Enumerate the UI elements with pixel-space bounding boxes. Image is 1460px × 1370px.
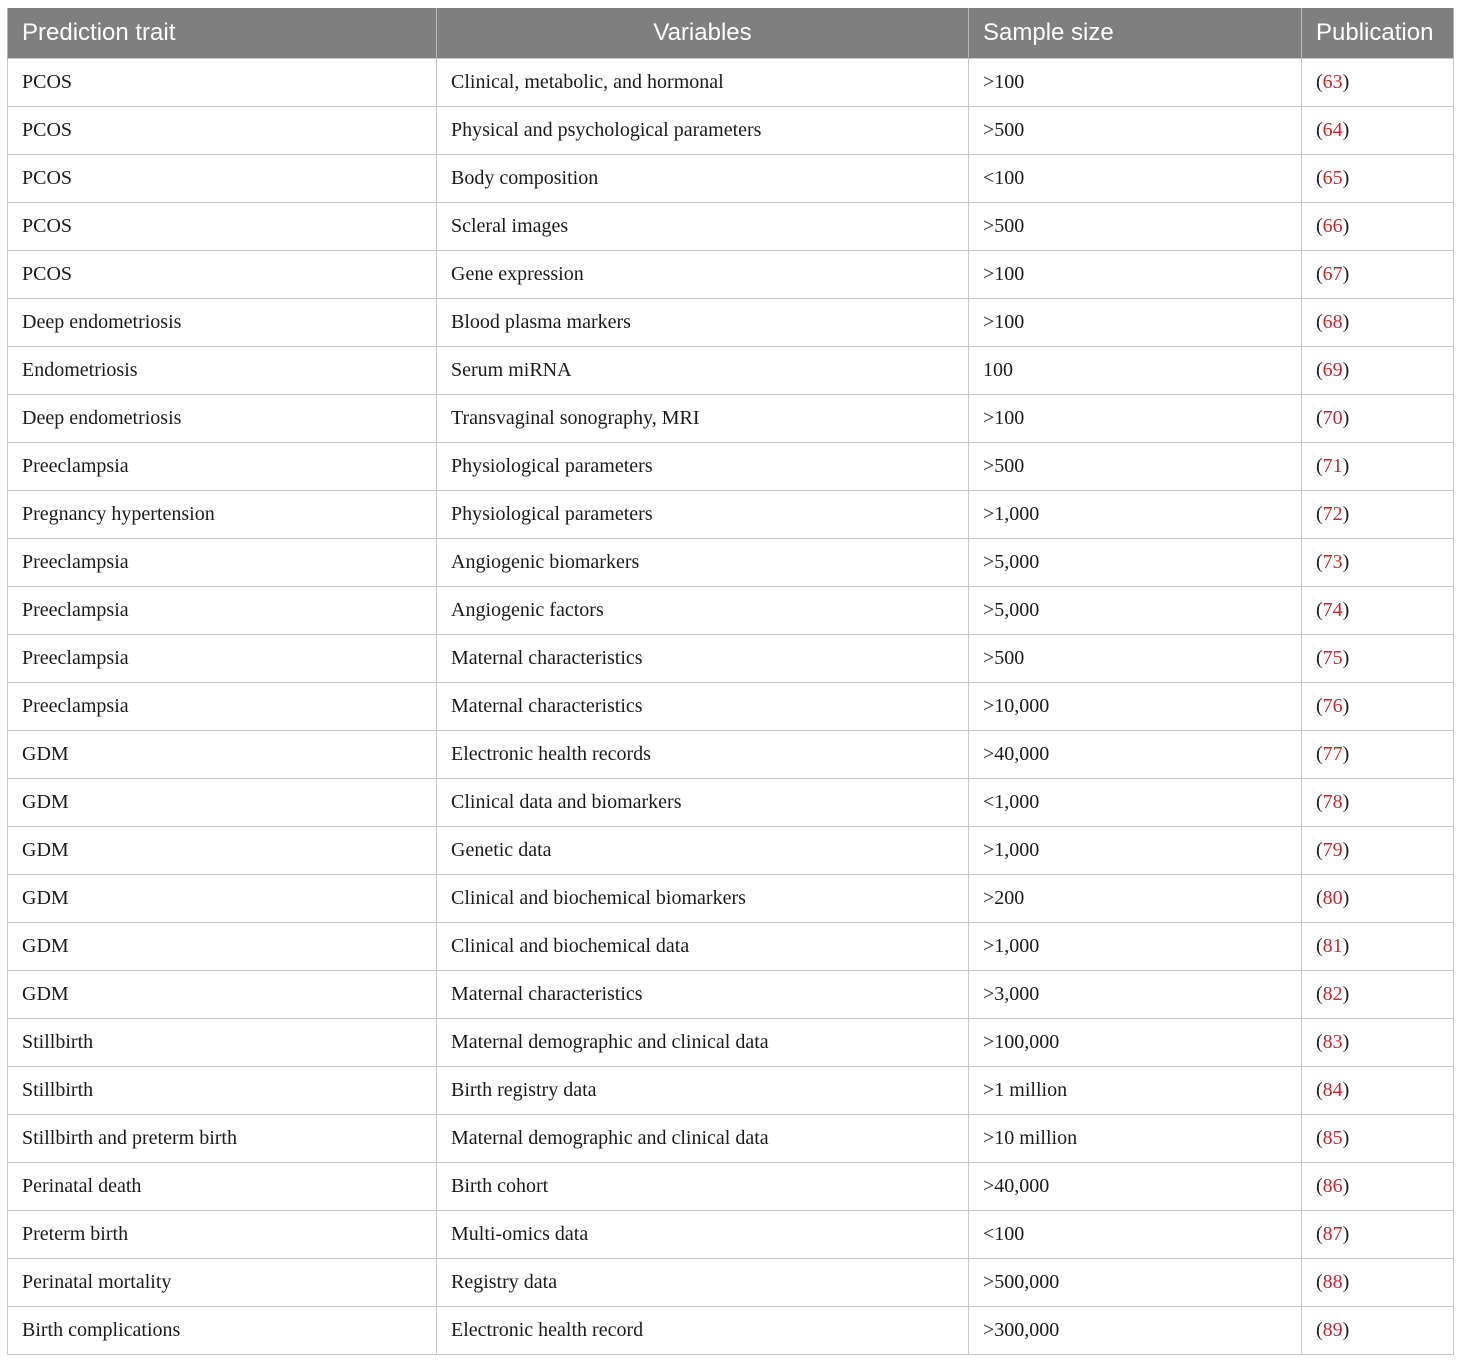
table-row [8,299,1454,347]
cell-variables: Physiological parameters [437,443,969,491]
cell-variables: Registry data [437,1259,969,1307]
cell-prediction-trait: Preeclampsia [8,443,437,491]
cell-prediction-trait: Pregnancy hypertension [8,491,437,539]
cell-sample-size: >10,000 [969,683,1302,731]
reference-link[interactable]: 83 [1322,1031,1343,1053]
cell-variables: Blood plasma markers [437,299,969,347]
cell-prediction-trait: GDM [8,731,437,779]
table-row [8,539,1454,587]
header-prediction-trait: Prediction trait [8,8,437,59]
cell-publication: (84) [1302,1067,1454,1115]
cell-publication: (87) [1302,1211,1454,1259]
cell-variables: Maternal characteristics [437,971,969,1019]
cell-variables: Physical and psychological parameters [437,107,969,155]
cell-prediction-trait: PCOS [8,59,437,107]
cell-publication: (69) [1302,347,1454,395]
cell-publication: (67) [1302,251,1454,299]
cell-publication: (75) [1302,635,1454,683]
reference-link[interactable]: 86 [1322,1175,1343,1197]
cell-sample-size: >40,000 [969,1163,1302,1211]
cell-variables: Birth registry data [437,1067,969,1115]
cell-publication: (78) [1302,779,1454,827]
cell-publication: (66) [1302,203,1454,251]
cell-publication: (86) [1302,1163,1454,1211]
table-row [8,203,1454,251]
header-row [8,8,1454,59]
cell-variables: Electronic health records [437,731,969,779]
reference-link[interactable]: 66 [1322,215,1343,237]
table-row [8,971,1454,1019]
cell-prediction-trait: Deep endometriosis [8,299,437,347]
reference-link[interactable]: 89 [1322,1319,1343,1341]
header-variables: Variables [437,8,969,59]
reference-link[interactable]: 80 [1322,887,1343,909]
cell-publication: (64) [1302,107,1454,155]
cell-sample-size: <1,000 [969,779,1302,827]
cell-variables: Transvaginal sonography, MRI [437,395,969,443]
cell-sample-size: >100 [969,299,1302,347]
cell-publication: (83) [1302,1019,1454,1067]
table-row [8,1115,1454,1163]
header-sample-size: Sample size [969,8,1302,59]
cell-publication: (63) [1302,59,1454,107]
cell-prediction-trait: Deep endometriosis [8,395,437,443]
cell-sample-size: >1,000 [969,827,1302,875]
table-row [8,443,1454,491]
cell-prediction-trait: Preeclampsia [8,539,437,587]
reference-link[interactable]: 75 [1322,647,1343,669]
reference-link[interactable]: 67 [1322,263,1343,285]
cell-publication: (80) [1302,875,1454,923]
header-publication: Publication [1302,8,1454,59]
table-row [8,683,1454,731]
reference-link[interactable]: 64 [1322,119,1343,141]
reference-link[interactable]: 81 [1322,935,1343,957]
cell-prediction-trait: Preeclampsia [8,683,437,731]
cell-sample-size: >1 million [969,1067,1302,1115]
cell-variables: Clinical data and biomarkers [437,779,969,827]
cell-sample-size: <100 [969,155,1302,203]
cell-variables: Clinical and biochemical data [437,923,969,971]
cell-publication: (72) [1302,491,1454,539]
reference-link[interactable]: 68 [1322,311,1343,333]
cell-sample-size: >500 [969,203,1302,251]
reference-link[interactable]: 85 [1322,1127,1343,1149]
reference-link[interactable]: 87 [1322,1223,1343,1245]
cell-prediction-trait: Perinatal death [8,1163,437,1211]
reference-link[interactable]: 84 [1322,1079,1343,1101]
table-row [8,1307,1454,1355]
reference-link[interactable]: 78 [1322,791,1343,813]
cell-sample-size: >40,000 [969,731,1302,779]
cell-sample-size: >1,000 [969,491,1302,539]
cell-sample-size: >100 [969,395,1302,443]
table-row [8,395,1454,443]
cell-publication: (74) [1302,587,1454,635]
reference-link[interactable]: 82 [1322,983,1343,1005]
cell-prediction-trait: GDM [8,923,437,971]
cell-prediction-trait: PCOS [8,203,437,251]
cell-publication: (89) [1302,1307,1454,1355]
cell-variables: Angiogenic factors [437,587,969,635]
cell-variables: Electronic health record [437,1307,969,1355]
reference-link[interactable]: 76 [1322,695,1343,717]
cell-sample-size: >500 [969,443,1302,491]
reference-link[interactable]: 63 [1322,71,1343,93]
cell-prediction-trait: Preterm birth [8,1211,437,1259]
cell-prediction-trait: Endometriosis [8,347,437,395]
cell-publication: (79) [1302,827,1454,875]
cell-publication: (76) [1302,683,1454,731]
table-row [8,1067,1454,1115]
cell-variables: Serum miRNA [437,347,969,395]
cell-sample-size: >5,000 [969,587,1302,635]
table-row [8,875,1454,923]
table-row [8,59,1454,107]
table-body [8,59,1454,1355]
cell-variables: Maternal characteristics [437,683,969,731]
reference-link[interactable]: 79 [1322,839,1343,861]
cell-variables: Multi-omics data [437,1211,969,1259]
cell-prediction-trait: Stillbirth [8,1019,437,1067]
reference-link[interactable]: 71 [1322,455,1343,477]
cell-variables: Maternal characteristics [437,635,969,683]
cell-sample-size: >10 million [969,1115,1302,1163]
cell-sample-size: >500 [969,107,1302,155]
cell-variables: Clinical, metabolic, and hormonal [437,59,969,107]
cell-sample-size: >5,000 [969,539,1302,587]
cell-variables: Maternal demographic and clinical data [437,1115,969,1163]
cell-prediction-trait: Preeclampsia [8,635,437,683]
table-row [8,731,1454,779]
reference-link[interactable]: 72 [1322,503,1343,525]
cell-prediction-trait: GDM [8,779,437,827]
cell-sample-size: >100,000 [969,1019,1302,1067]
table-row [8,1019,1454,1067]
table-container [7,8,1453,1355]
cell-publication: (68) [1302,299,1454,347]
reference-link[interactable]: 69 [1322,359,1343,381]
table-row [8,587,1454,635]
cell-prediction-trait: Perinatal mortality [8,1259,437,1307]
table-row [8,1163,1454,1211]
table-row [8,1211,1454,1259]
cell-sample-size: >3,000 [969,971,1302,1019]
cell-publication: (85) [1302,1115,1454,1163]
cell-publication: (88) [1302,1259,1454,1307]
cell-prediction-trait: Birth complications [8,1307,437,1355]
cell-prediction-trait: Preeclampsia [8,587,437,635]
table-row [8,251,1454,299]
cell-publication: (65) [1302,155,1454,203]
cell-variables: Clinical and biochemical biomarkers [437,875,969,923]
cell-variables: Angiogenic biomarkers [437,539,969,587]
cell-prediction-trait: GDM [8,875,437,923]
cell-publication: (77) [1302,731,1454,779]
reference-link[interactable]: 65 [1322,167,1343,189]
cell-prediction-trait: PCOS [8,155,437,203]
reference-link[interactable]: 74 [1322,599,1343,621]
cell-variables: Birth cohort [437,1163,969,1211]
cell-publication: (71) [1302,443,1454,491]
cell-sample-size: >500 [969,635,1302,683]
reference-link[interactable]: 77 [1322,743,1343,765]
cell-prediction-trait: PCOS [8,251,437,299]
prediction-table [7,8,1454,1355]
cell-sample-size: >500,000 [969,1259,1302,1307]
reference-link[interactable]: 73 [1322,551,1343,573]
table-row [8,635,1454,683]
table-row [8,1259,1454,1307]
cell-publication: (70) [1302,395,1454,443]
table-row [8,155,1454,203]
table-row [8,779,1454,827]
cell-sample-size: 100 [969,347,1302,395]
cell-prediction-trait: GDM [8,971,437,1019]
cell-variables: Scleral images [437,203,969,251]
cell-prediction-trait: GDM [8,827,437,875]
cell-sample-size: <100 [969,1211,1302,1259]
table-row [8,491,1454,539]
cell-variables: Gene expression [437,251,969,299]
cell-variables: Genetic data [437,827,969,875]
cell-prediction-trait: PCOS [8,107,437,155]
cell-sample-size: >200 [969,875,1302,923]
table-row [8,827,1454,875]
table-row [8,107,1454,155]
cell-variables: Maternal demographic and clinical data [437,1019,969,1067]
table-row [8,923,1454,971]
reference-link[interactable]: 88 [1322,1271,1343,1293]
cell-variables: Body composition [437,155,969,203]
table-row [8,347,1454,395]
cell-sample-size: >100 [969,251,1302,299]
cell-sample-size: >1,000 [969,923,1302,971]
cell-publication: (73) [1302,539,1454,587]
cell-publication: (82) [1302,971,1454,1019]
cell-prediction-trait: Stillbirth [8,1067,437,1115]
reference-link[interactable]: 70 [1322,407,1343,429]
cell-sample-size: >300,000 [969,1307,1302,1355]
cell-publication: (81) [1302,923,1454,971]
cell-prediction-trait: Stillbirth and preterm birth [8,1115,437,1163]
cell-sample-size: >100 [969,59,1302,107]
cell-variables: Physiological parameters [437,491,969,539]
